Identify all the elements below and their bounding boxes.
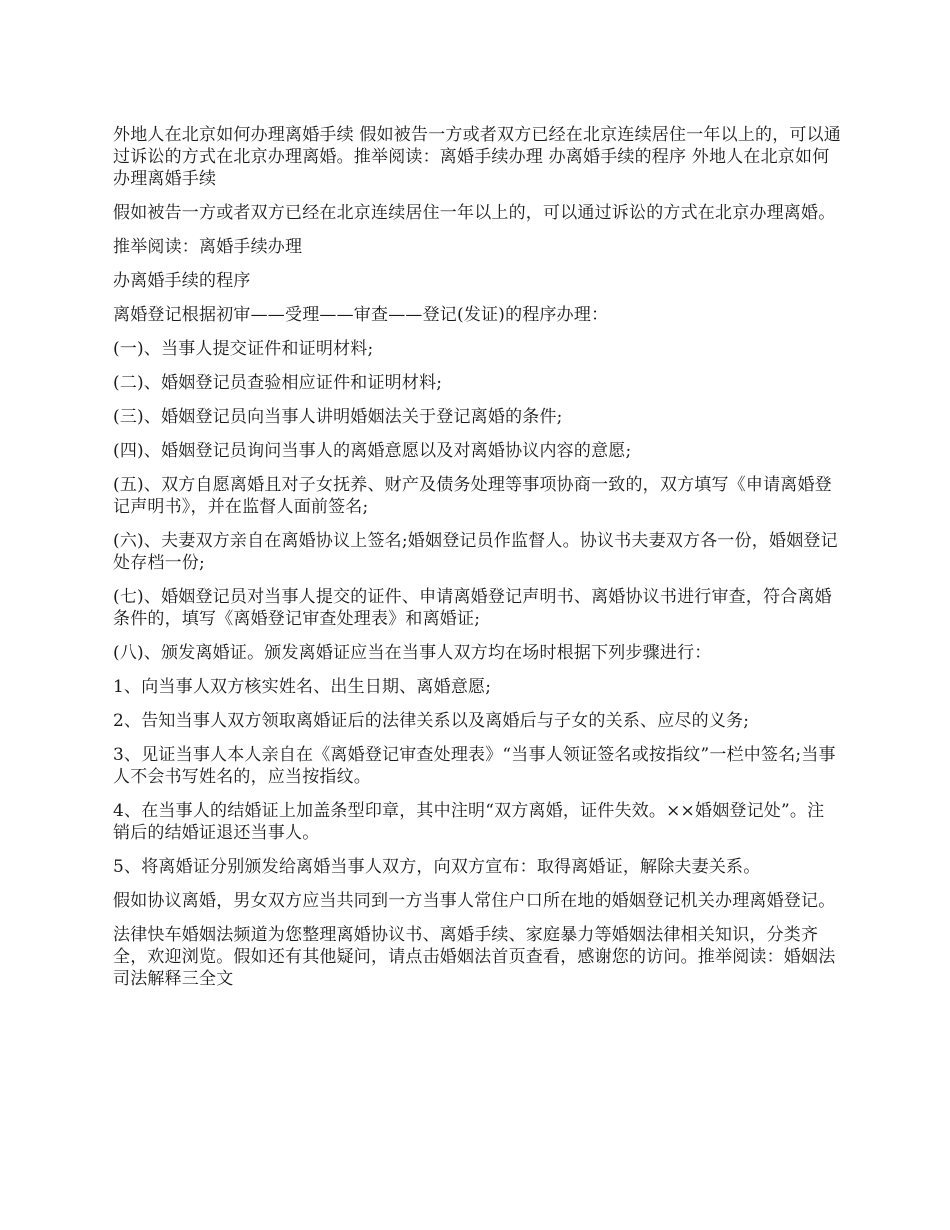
step-item: 5、将离婚证分别颁发给离婚当事人双方，向双方宣布：取得离婚证，解除夫妻关系。	[113, 857, 761, 877]
list-item: (四)、婚姻登记员询问当事人的离婚意愿以及对离婚协议内容的意愿;	[113, 441, 632, 461]
list-item: (六)、夫妻双方亲自在离婚协议上签名;婚姻登记员作监督人。协议书夫妻双方各一份，婚姻登记处存档一份;	[113, 531, 838, 573]
step-item: 2、告知当事人双方领取离婚证后的法律关系以及离婚后与子女的关系、应尽的义务;	[113, 711, 750, 731]
list-item: (八)、颁发离婚证。颁发离婚证应当在当事人双方均在场时根据下列步骤进行：	[113, 643, 712, 663]
list-item: (二)、婚姻登记员查验相应证件和证明材料;	[113, 373, 443, 393]
step-item: 4、在当事人的结婚证上加盖条型印章，其中注明“双方离婚，证件失效。××婚姻登记处”。注销后的结婚证退还当事人。	[113, 801, 825, 843]
paragraph-procedure: 离婚登记根据初审——受理——审查——登记(发证)的程序办理：	[113, 305, 609, 325]
paragraph-recommend: 推举阅读：离婚手续办理	[113, 237, 303, 257]
paragraph-condition: 假如被告一方或者双方已经在北京连续居住一年以上的，可以通过诉讼的方式在北京办理离婚。	[113, 203, 836, 223]
paragraph-intro: 外地人在北京如何办理离婚手续 假如被告一方或者双方已经在北京连续居住一年以上的，可以通过诉讼的方式在北京办理离婚。推举阅读：离婚手续办理 办离婚手续的程序 外地人在北京如何办理离婚手续	[113, 125, 842, 189]
step-item: 1、向当事人双方核实姓名、出生日期、离婚意愿;	[113, 677, 492, 697]
paragraph-footer: 法律快车婚姻法频道为您整理离婚协议书、离婚手续、家庭暴力等婚姻法律相关知识，分类齐全，欢迎浏览。假如还有其他疑问，请点击婚姻法首页查看，感谢您的访问。推举阅读：婚姻法司法解释三全文	[113, 925, 836, 989]
document-body	[113, 124, 841, 1002]
list-item: (五)、双方自愿离婚且对子女抚养、财产及债务处理等事项协商一致的，双方填写《申请离婚登记声明书》，并在监督人面前签名;	[113, 475, 832, 517]
paragraph-agreement: 假如协议离婚，男女双方应当共同到一方当事人常住户口所在地的婚姻登记机关办理离婚登记。	[113, 891, 836, 911]
list-item: (七)、婚姻登记员对当事人提交的证件、申请离婚登记声明书、离婚协议书进行审查，符合离婚条件的，填写《离婚登记审查处理表》和离婚证;	[113, 587, 832, 629]
list-item: (三)、婚姻登记员向当事人讲明婚姻法关于登记离婚的条件;	[113, 407, 563, 427]
section-heading: 办离婚手续的程序	[113, 271, 251, 291]
step-item: 3、见证当事人本人亲自在《离婚登记审查处理表》“当事人领证签名或按指纹”一栏中签名;当事人不会书写姓名的，应当按指纹。	[113, 745, 836, 787]
list-item: (一)、当事人提交证件和证明材料;	[113, 339, 374, 359]
